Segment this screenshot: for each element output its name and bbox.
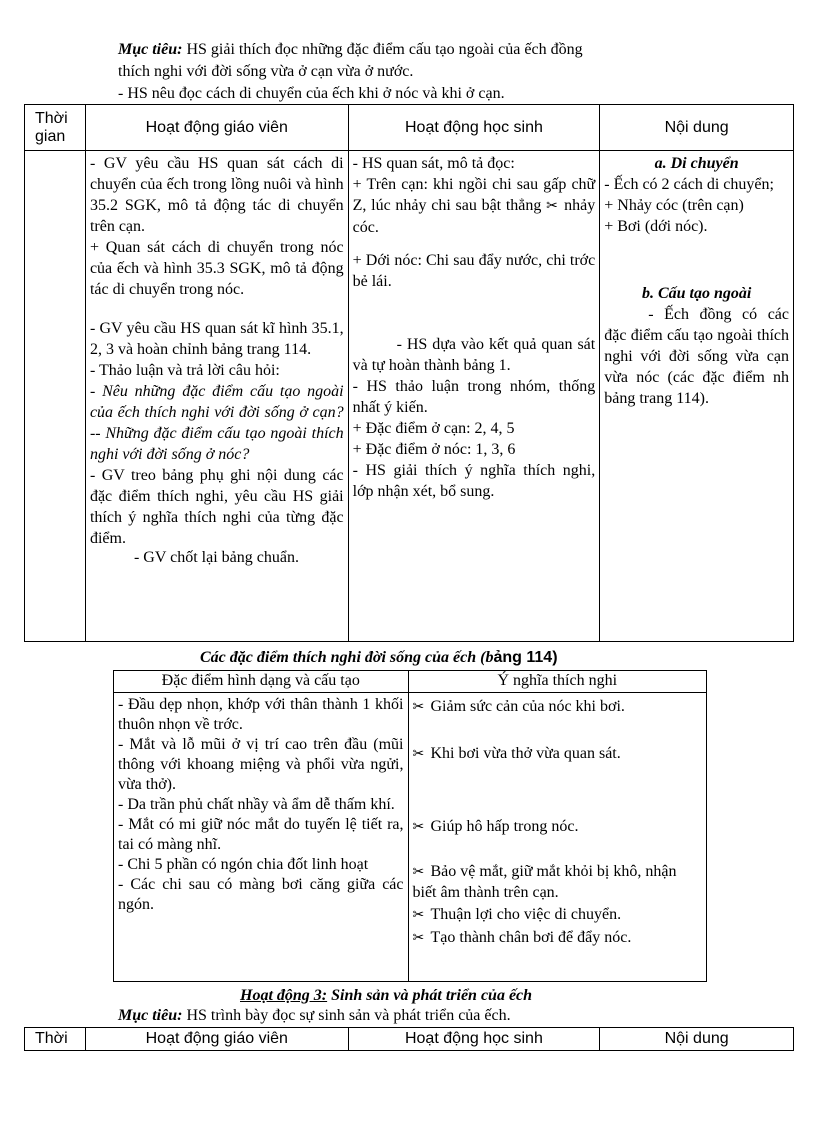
teacher-cell [85, 151, 348, 642]
activity-table [24, 104, 794, 642]
student-item: + Trên cạn: khi ngồi chi sau gấp chữ Z, lúc nhảy chi sau bật thẳng ✂ nhảy cóc. [352, 176, 596, 236]
scissors-icon: ✂ [412, 931, 425, 946]
feature-item: - Mắt có mi giữ nóc mắt do tuyến lệ tiết ra, tai có màng nhĩ. [118, 816, 404, 853]
content-title-a: a. Di chuyển [654, 155, 739, 172]
teacher-item: - GV yêu cầu HS quan sát cách di chuyển của ếch trong lồng nuôi và hình 35.2 SGK, mô tả động tác di chuyển trên cạn. [89, 155, 344, 235]
objective-3: Mục tiêu: HS trình bày đọc sự sinh sản và phát triển của ếch. [118, 1007, 511, 1024]
teacher-question: - Nêu những đặc điểm cấu tạo ngoài của ếch thích nghi với đời sống ở cạn?-- Những đặc điểm cấu tạo ngoài thích nghi với đời sống ở nóc? [89, 383, 344, 463]
meaning-item: ✂ Tạo thành chân bơi để đẩy nóc. [413, 928, 703, 949]
student-item: - HS giải thích ý nghĩa thích nghi, lớp nhận xét, bổ sung. [352, 462, 596, 500]
meaning-item: ✂ Giúp hô hấp trong nóc. [413, 817, 703, 838]
scissors-icon: ✂ [412, 700, 425, 715]
meaning-item: ✂ Khi bơi vừa thở vừa quan sát. [413, 744, 703, 765]
scissors-icon: ✂ [412, 865, 425, 880]
student-cell [348, 151, 600, 642]
header-content: Nội dung [600, 105, 794, 151]
activity-3-table [24, 1027, 794, 1051]
teacher-item: - GV treo bảng phụ ghi nội dung các đặc điểm thích nghi, yêu cầu HS giải thích ý nghĩa thích nghi của từng đặc điểm. [89, 467, 344, 547]
scissors-icon: ✂ [412, 908, 425, 923]
student-item: - HS dựa vào kết quả quan sát và tự hoàn thành bảng 1. [352, 336, 596, 374]
scissors-icon: ✂ [546, 199, 558, 214]
feature-item: - Mắt và lỗ mũi ở vị trí cao trên đầu (mũi thông với khoang miệng và phổi vừa ngửi, vừa thở). [118, 736, 404, 793]
header-feature: Đặc điểm hình dạng và cấu tạo [114, 671, 409, 693]
header-time: Thời [25, 1028, 86, 1051]
content-line: + Bơi (dới nóc). [604, 218, 708, 235]
meaning-item: ✂ Bảo vệ mắt, giữ mắt khỏi bị khô, nhận biết âm thành trên cạn. [412, 863, 677, 901]
teacher-item: - GV yêu cầu HS quan sát kĩ hình 35.1, 2, 3 và hoàn chỉnh bảng trang 114. [89, 320, 344, 358]
teacher-item: - GV chốt lại bảng chuẩn. [133, 549, 299, 566]
scissors-icon: ✂ [412, 820, 425, 835]
student-item: - HS thảo luận trong nhóm, thống nhất ý kiến. [352, 378, 596, 416]
header-time: Thời gian [25, 105, 86, 151]
features-cell [114, 693, 409, 982]
objective-1-line-2: thích nghi với đời sống vừa ở cạn vừa ở nước. [118, 63, 414, 80]
content-title-b: b. Cấu tạo ngoài [641, 285, 752, 302]
header-teacher: Hoạt động giáo viên [85, 105, 348, 151]
objective-label: Mục tiêu: [118, 41, 183, 58]
teacher-item: - Thảo luận và trả lời câu hỏi: [89, 362, 280, 379]
feature-item: - Đầu dẹp nhọn, khớp với thân thành 1 khối thuôn nhọn về trớc. [118, 696, 404, 733]
student-item: + Đặc điểm ở nóc: 1, 3, 6 [352, 441, 516, 458]
table-caption: Các đặc điểm thích nghi đời sống của ếch (bảng 114) [200, 649, 558, 666]
meanings-cell [408, 693, 707, 982]
header-student: Hoạt động học sinh [348, 105, 600, 151]
teacher-item: + Quan sát cách di chuyển trong nóc của ếch và hình 35.3 SGK, mô tả động tác di chuyển trong nóc. [89, 239, 344, 298]
content-line: - Ếch có 2 cách di chuyển; [604, 176, 774, 193]
objective-text: HS giải thích đọc những đặc điểm cấu tạo ngoài của ếch đồng [182, 41, 583, 58]
objective-1-line-3: - HS nêu đọc cách di chuyển của ếch khi ở nóc và khi ở cạn. [118, 85, 505, 102]
header-meaning: Ý nghĩa thích nghi [408, 671, 707, 693]
meaning-item: ✂ Giảm sức cản của nóc khi bơi. [413, 697, 703, 718]
feature-item: - Da trần phủ chất nhầy và ẩm dễ thấm khí. [118, 796, 395, 813]
header-content: Nội dung [600, 1028, 794, 1051]
time-cell [25, 151, 86, 642]
student-item: + Dới nóc: Chi sau đẩy nước, chi trớc bẻ lái. [352, 252, 596, 290]
objective-1-line-1 [118, 40, 583, 60]
student-item: + Đặc điểm ở cạn: 2, 4, 5 [352, 420, 515, 437]
header-student: Hoạt động học sinh [348, 1028, 600, 1051]
meaning-item: ✂ Thuận lợi cho việc di chuyển. [413, 905, 703, 926]
header-teacher: Hoạt động giáo viên [85, 1028, 348, 1051]
content-cell [600, 151, 794, 642]
content-text-b: - Ếch đồng có các đặc điểm cấu tạo ngoài thích nghi với đời sống vừa cạn vừa nóc (các đặc điểm nh bảng trang 114). [604, 306, 789, 407]
student-item: - HS quan sát, mô tả đọc: [352, 155, 515, 172]
feature-item: - Các chi sau có màng bơi căng giữa các ngón. [118, 876, 404, 913]
adaptation-table [113, 670, 707, 982]
activity-3-heading: Hoạt động 3: Sinh sản và phát triển của ếch [240, 987, 533, 1004]
content-line: + Nhảy cóc (trên cạn) [604, 197, 744, 214]
feature-item: - Chi 5 phần có ngón chia đốt linh hoạt [118, 856, 369, 873]
scissors-icon: ✂ [412, 747, 425, 762]
